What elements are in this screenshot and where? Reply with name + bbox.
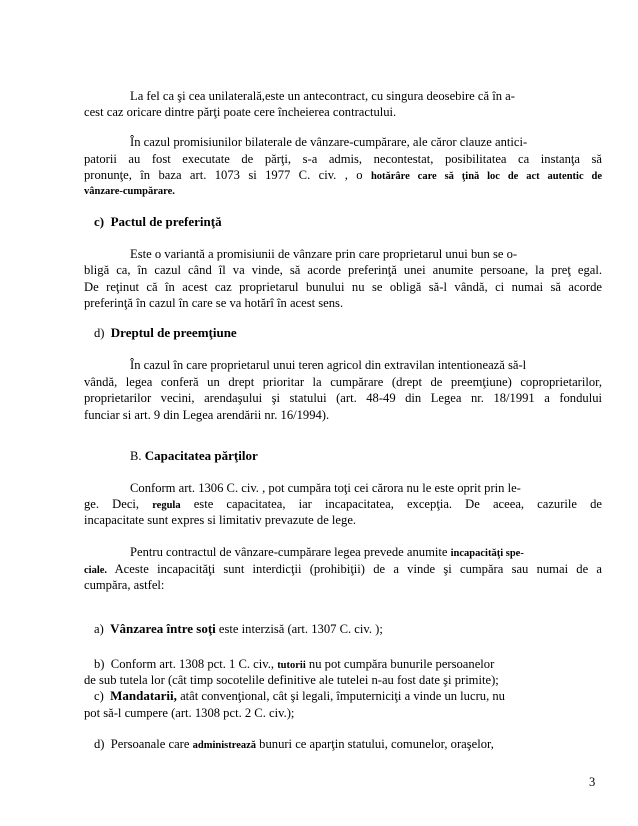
section-c-heading: [94, 214, 222, 230]
list-item-a: [94, 621, 383, 637]
p4-line2: vândă, legea conferă un drept prioritar la cumpărare (drept de preemţiune) coproprietarilor,: [84, 375, 602, 389]
list-item-c-line1: [94, 688, 505, 704]
p6-line1: [130, 544, 524, 562]
section-d-title: Dreptul de preemţiune: [110, 325, 237, 340]
p5-line3: incapacitate sunt expres si limitativ prevazute de lege.: [84, 513, 357, 527]
list-item-d-bold: administrează: [192, 740, 257, 751]
list-item-c-bold: Mandatarii,: [110, 688, 177, 703]
section-d-heading: [94, 325, 237, 341]
list-item-b-line2: de sub tutela lor (cât timp socotelile definitive ale tutelei n-au fost date şi primite);: [84, 673, 499, 687]
p3-line4: preferinţă în cazul în care se va hotărî în acest sens.: [84, 296, 344, 310]
p6-emphasis: incapacităţi spe-: [450, 548, 524, 559]
p6-line1-text: Pentru contractul de vânzare-cumpărare legea prevede anumite: [130, 545, 448, 559]
list-item-b-text2: nu pot cumpăra bunurile persoanelor: [308, 657, 495, 671]
p2-line4: vânzare-cumpărare.: [84, 186, 175, 197]
list-item-a-marker: a): [94, 622, 104, 636]
p4-line1: În cazul în care proprietarul unui teren agricol din extravilan intentionează să-l: [130, 358, 527, 372]
p2-line2: patorii au fost executate de părţi, s-a admis, necontestat, posibilitatea ca instanţa să: [84, 152, 602, 166]
p4-line3: proprietarilor vecini, arendaşului şi statului (art. 48-49 din Legea nr. 18/1991 a fondului: [84, 391, 602, 405]
list-item-d-text1: Persoanale care: [110, 737, 190, 751]
p5-line2-start: ge. Deci,: [84, 497, 140, 511]
section-b-title: Capacitatea părţilor: [144, 448, 258, 463]
p4-line4: funciar si art. 9 din Legea arendării nr. 16/1994).: [84, 408, 330, 422]
p6-line2-text: Aceste incapacităţi sunt interdicţii (prohibiţii) de a vinde şi cumpăra sau numai de a: [114, 562, 602, 576]
list-item-a-text: este interzisă (art. 1307 C. civ. );: [218, 622, 383, 636]
list-item-c-text: atât convenţional, cât şi legali, împuterniciţi a vinde un lucru, nu: [180, 689, 505, 703]
list-item-b-text1: Conform art. 1308 pct. 1 C. civ.,: [110, 657, 275, 671]
p6-emphasis-cont: ciale.: [84, 565, 108, 576]
section-c-title: Pactul de preferinţă: [110, 214, 222, 229]
p5-line1: Conform art. 1306 C. civ. , pot cumpăra toţi cei cărora nu le este oprit prin le-: [130, 481, 521, 495]
p1-line1: La fel ca şi cea unilaterală,este un antecontract, cu singura deosebire că în a-: [130, 89, 515, 103]
p3-line2: bligă ca, în cazul când îl va vinde, să acorde preferinţă unei anumite persoane, la preţ egal.: [84, 263, 602, 277]
p3-line1: Este o variantă a promisiunii de vânzare prin care proprietarul unui bun se o-: [130, 247, 518, 261]
section-c-marker: c): [94, 214, 105, 229]
list-item-c-marker: c): [94, 689, 104, 703]
list-item-b-marker: b): [94, 657, 105, 671]
section-b-heading: [130, 448, 258, 464]
p2-line3-text: pronunţe, în baza art. 1073 si 1977 C. civ. , o: [84, 168, 363, 182]
list-item-d-marker: d): [94, 737, 105, 751]
list-item-b-bold: tutorii: [277, 660, 306, 671]
p3-line3: De reţinut că în acest caz proprietarul bunului nu se obligă să-l vândă, ci numai să acorde: [84, 280, 602, 294]
list-item-d-text2: bunuri ce aparţin statului, comunelor, oraşelor,: [259, 737, 494, 751]
page-number: 3: [589, 775, 596, 789]
p6-line3: cumpăra, astfel:: [84, 578, 165, 592]
p1-line2: cest caz oricare dintre părţi poate cere încheierea contractului.: [84, 105, 397, 119]
p5-emphasis: regula: [152, 500, 181, 511]
p2-line1: În cazul promisiunilor bilaterale de vânzare-cumpărare, ale căror clauze antici-: [130, 135, 528, 149]
list-item-c-line2: pot să-l cumpere (art. 1308 pct. 2 C. civ.);: [84, 706, 295, 720]
p5-line2-end: este capacitatea, iar incapacitatea, excepţia. De aceea, cazurile de: [193, 497, 603, 511]
list-item-d-line1: [94, 736, 494, 754]
list-item-a-bold: Vânzarea între soţi: [110, 621, 216, 636]
section-b-marker: B.: [130, 449, 142, 463]
p2-line3: [84, 167, 602, 185]
section-d-marker: d): [94, 326, 105, 340]
p2-emphasis: hotărâre care să ţină loc de act autentic de: [370, 171, 602, 182]
